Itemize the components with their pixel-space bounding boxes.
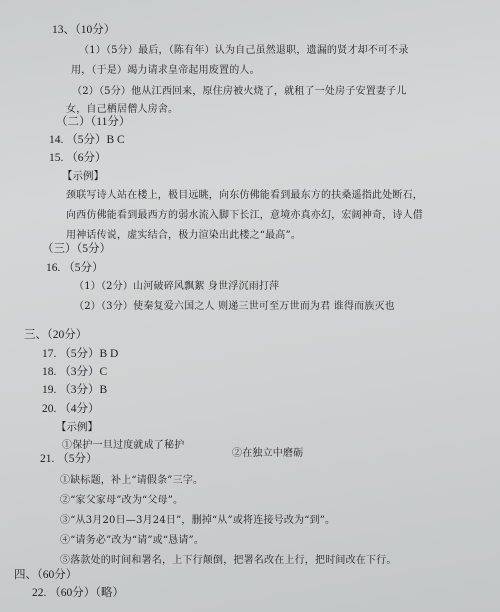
q16-heading: 16. （5分）: [46, 262, 104, 274]
q22-answer: 22. （60分）（略）: [32, 587, 124, 599]
q20-heading: 20. （4分）: [42, 403, 100, 415]
q18-answer: 18. （3分）C: [42, 366, 108, 378]
q15-answer-line2: 向西仿佛能看到最西方的弱水流入脚下长江，意境亦真亦幻，宏阔神奇，诗人借: [66, 210, 423, 221]
q17-answer: 17. （5分）B D: [42, 348, 119, 360]
q20-example-label: 【示例】: [56, 421, 98, 433]
q15-answer-line1: 颈联写诗人站在楼上，极目远眺，向东仿佛能看到最东方的扶桑遥指此处断石，: [66, 190, 423, 201]
q15-answer-line3: 用神话传说，虚实结合，极力渲染出此楼之“最高”。: [66, 230, 302, 241]
q15-example-label: 【示例】: [62, 170, 104, 182]
q19-answer: 19. （3分）B: [42, 384, 108, 396]
section-3-heading: （三）（5分）: [42, 243, 111, 255]
q13-part1-line2: 用，（于是）竭力请求皇帝起用废置的人。: [71, 65, 260, 76]
q21-heading: 21. （5分）: [40, 453, 98, 465]
part-3-heading: 三、（20分）: [24, 329, 88, 341]
q21-answer-3: ③“从3月20日—3月24日”，删掉“从”或将连接号改为“到”。: [60, 515, 336, 526]
q15-heading: 15. （6分）: [49, 152, 107, 164]
q16-part2: （2）（3分）使秦复爱六国之人 则递三世可至万世而为君 谁得而族灭也: [74, 301, 395, 312]
part-4-heading: 四、（60分）: [14, 569, 78, 581]
q21-answer-4: ④“请务必”改为“请”或“恳请”。: [60, 535, 205, 546]
q21-answer-2: ②“家父家母”改为“父母”。: [60, 495, 184, 506]
section-2-heading: （二）（11分）: [56, 116, 131, 128]
q14-answer: 14. （5分）B C: [49, 134, 125, 146]
q13-heading: 13、（10分）: [52, 24, 116, 36]
q13-part2-line2: 女，自己栖居僧人房舍。: [66, 104, 179, 115]
q21-answer-1: ①缺标题，补上“请假条”三字。: [60, 475, 204, 486]
q20-answer-1: ①保护一旦过度就成了秘护: [62, 440, 185, 451]
q21-answer-5: ⑤落款处的时间和署名，上下行颠倒，把署名改在上行，把时间改在下行。: [60, 555, 397, 566]
q13-part1-line1: （1）（5分）最后，（陈有年）认为自己虽然退职，遗漏的贤才却不可不录: [79, 45, 409, 56]
q13-part2-line1: （2）（5分）他从江西回来，原住房被火烧了，就租了一处房子安置妻子儿: [72, 86, 407, 97]
q20-answer-2: ②在独立中磨砺: [232, 448, 304, 459]
q16-part1: （1）（2分）山河破碎风飘絮 身世浮沉雨打萍: [74, 281, 280, 292]
